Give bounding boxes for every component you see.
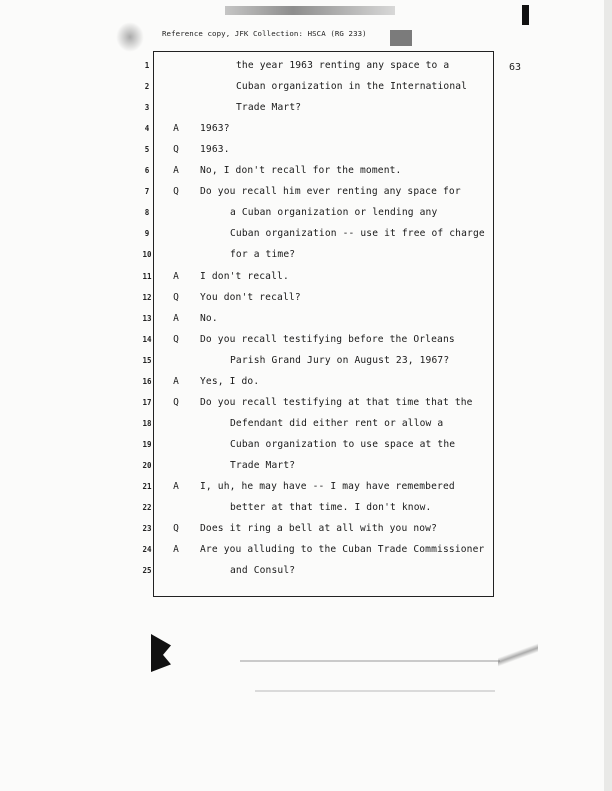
transcript-line-text: Do you recall testifying before the Orleans: [200, 333, 455, 345]
top-scan-smudge: [225, 6, 395, 15]
transcript-line-text: Cuban organization in the International: [236, 81, 468, 93]
speaker-label: Q: [173, 144, 179, 156]
line-number: 2: [144, 82, 150, 92]
transcript-line-text: 1963.: [200, 144, 230, 156]
speaker-label: A: [173, 481, 179, 492]
speaker-label: A: [173, 544, 179, 556]
transcript-line-text: Does it ring a bell at all with you now?: [200, 523, 438, 535]
line-number: 3: [144, 103, 150, 113]
line-number: 4: [144, 124, 150, 134]
bottom-left-scan-mark: [151, 634, 171, 672]
line-number: 11: [142, 271, 152, 281]
transcript-line-text: I, uh, he may have -- I may have remembered: [200, 481, 455, 492]
line-number: 21: [142, 482, 152, 491]
transcript-line-text: Cuban organization -- use it free of charge: [230, 228, 485, 240]
transcript-line-text: for a time?: [230, 249, 296, 261]
line-number: 20: [142, 460, 152, 470]
transcript-line-text: Cuban organization to use space at the: [230, 438, 456, 450]
transcript-line-text: a Cuban organization or lending any: [230, 207, 438, 219]
line-number: 13: [142, 313, 152, 323]
speaker-label: Q: [173, 396, 179, 408]
transcript-line-text: No.: [200, 312, 218, 324]
transcript-line-text: Yes, I do.: [200, 375, 260, 387]
line-number: 18: [142, 418, 152, 428]
speaker-label: A: [173, 312, 179, 324]
speaker-label: Q: [173, 186, 179, 198]
line-number: 17: [142, 397, 152, 407]
transcript-line-text: and Consul?: [230, 565, 296, 577]
transcript-line-text: You don't recall?: [200, 291, 301, 303]
line-number: 14: [142, 334, 152, 344]
transcript-line-text: the year 1963 renting any space to a: [236, 60, 450, 71]
right-page-shadow: [604, 0, 612, 791]
speaker-label: A: [173, 375, 179, 387]
transcript-line-text: Defendant did either rent or allow a: [230, 417, 444, 429]
hole-punch-smudge: [390, 30, 412, 46]
line-number: 15: [142, 355, 152, 365]
speaker-label: A: [173, 270, 179, 282]
bottom-scan-streak: [240, 660, 500, 662]
speaker-label: A: [173, 165, 179, 177]
transcript-line-text: Do you recall testifying at that time that the: [200, 396, 473, 408]
transcript-line-text: Trade Mart?: [236, 102, 302, 114]
line-number: 24: [142, 545, 152, 555]
line-number: 6: [144, 166, 150, 176]
transcript-line-text: Do you recall him ever renting any space for: [200, 186, 461, 198]
line-number: 25: [142, 566, 152, 576]
top-right-scan-mark: [522, 5, 529, 25]
line-number: 10: [142, 250, 152, 260]
transcript-line-text: Parish Grand Jury on August 23, 1967?: [230, 354, 450, 366]
line-number: 7: [144, 187, 150, 197]
bottom-scan-streak-2: [255, 690, 495, 692]
right-edge-marks: [498, 640, 538, 670]
speaker-label: Q: [173, 523, 179, 535]
line-number: 5: [144, 145, 150, 155]
transcript-line-text: I don't recall.: [200, 270, 289, 282]
line-number: 9: [144, 229, 150, 239]
transcript-line-text: better at that time. I don't know.: [230, 502, 432, 514]
page-number: 63: [509, 62, 522, 73]
transcript-line-text: 1963?: [200, 123, 230, 135]
transcript-line-text: Are you alluding to the Cuban Trade Commissioner: [200, 544, 485, 556]
line-number: 1: [144, 61, 150, 70]
left-edge-smudge: [116, 22, 144, 52]
line-number: 23: [142, 524, 152, 534]
speaker-label: A: [173, 123, 179, 135]
transcript-line-text: Trade Mart?: [230, 459, 296, 471]
line-number: 22: [142, 503, 152, 513]
reference-header: Reference copy, JFK Collection: HSCA (RG 233): [162, 29, 367, 38]
line-number: 16: [142, 376, 152, 386]
transcript-line-text: No, I don't recall for the moment.: [200, 165, 402, 177]
line-number: 12: [142, 292, 152, 302]
line-number: 8: [144, 208, 150, 218]
line-number: 19: [142, 439, 152, 449]
speaker-label: Q: [173, 291, 179, 303]
speaker-label: Q: [173, 333, 179, 345]
